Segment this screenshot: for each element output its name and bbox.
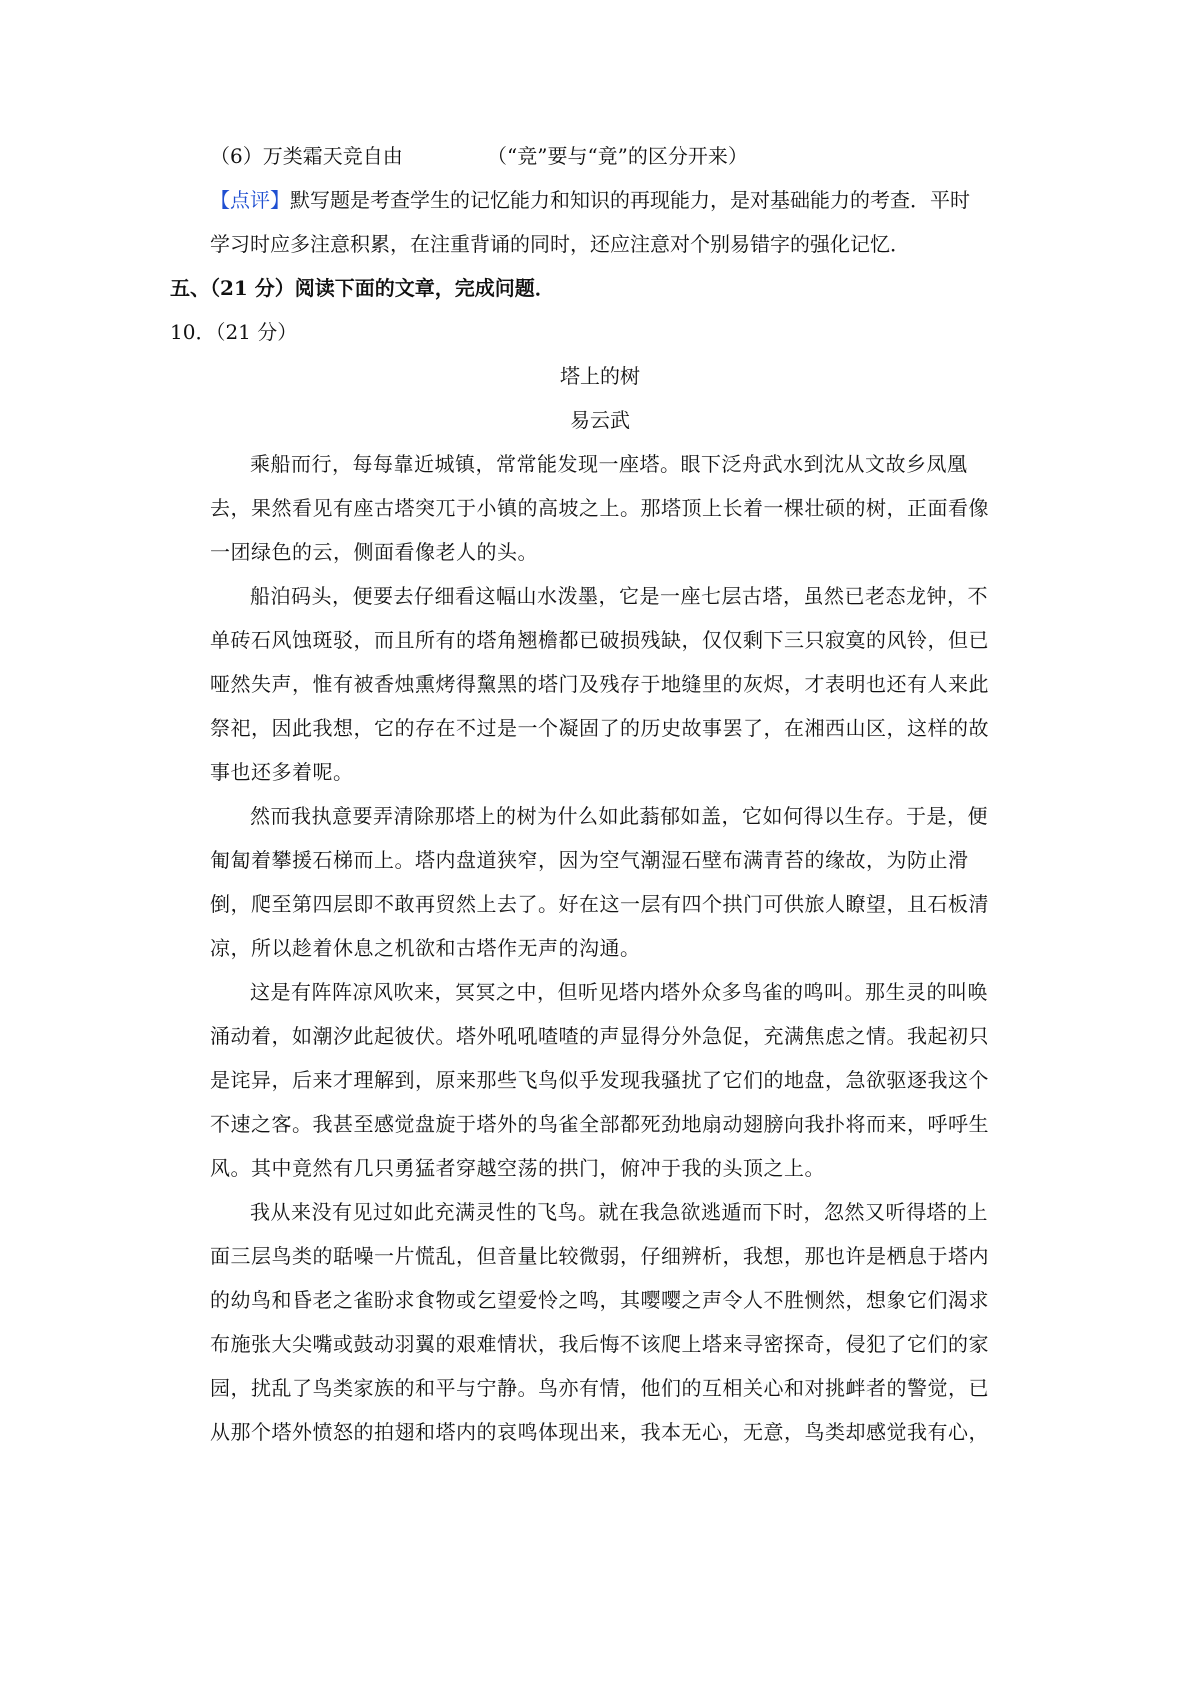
paragraph-4-line-3: 是诧异，后来才理解到，原来那些飞鸟似乎发现我骚扰了它们的地盘，急欲驱逐我这个 bbox=[210, 1068, 989, 1092]
paragraph-5-line-2: 面三层鸟类的聒噪一片慌乱，但音量比较微弱，仔细辨析，我想，那也许是栖息于塔内 bbox=[210, 1244, 989, 1268]
paragraph-2-line-4: 祭祀，因此我想，它的存在不过是一个凝固了的历史故事罢了，在湘西山区，这样的故 bbox=[210, 716, 989, 740]
paragraph-5-line-5: 园，扰乱了鸟类家族的和平与宁静。鸟亦有情，他们的互相关心和对挑衅者的警觉，已 bbox=[210, 1376, 989, 1400]
paragraph-2-line-1: 船泊码头，便要去仔细看这幅山水泼墨，它是一座七层古塔，虽然已老态龙钟，不 bbox=[250, 584, 988, 608]
paragraph-5-line-1: 我从来没有见过如此充满灵性的飞鸟。就在我急欲逃遁而下时，忽然又听得塔的上 bbox=[250, 1200, 988, 1224]
paragraph-1-line-1: 乘船而行，每每靠近城镇，常常能发现一座塔。眼下泛舟武水到沈从文故乡凤凰 bbox=[250, 452, 968, 476]
paragraph-5-line-6: 从那个塔外愤怒的拍翅和塔内的哀鸣体现出来，我本无心，无意，鸟类却感觉我有心， bbox=[210, 1420, 989, 1444]
paragraph-4-line-2: 涌动着，如潮汐此起彼伏。塔外吼吼喳喳的声显得分外急促，充满焦虑之情。我起初只 bbox=[210, 1024, 989, 1048]
comment-line-2: 学习时应多注意积累，在注重背诵的同时，还应注意对个别易错字的强化记忆． bbox=[210, 232, 910, 256]
section-heading: 五、（21 分）阅读下面的文章，完成问题． bbox=[170, 276, 555, 300]
paragraph-1-line-2: 去，果然看见有座古塔突兀于小镇的高坡之上。那塔顶上长着一棵壮硕的树，正面看像 bbox=[210, 496, 989, 520]
paragraph-2-line-3: 哑然失声，惟有被香烛熏烤得黧黑的塔门及残存于地缝里的灰烬，才表明也还有人来此 bbox=[210, 672, 989, 696]
article-author: 易云武 bbox=[570, 408, 630, 432]
comment-line-1 bbox=[210, 186, 970, 214]
paragraph-3-line-4: 凉，所以趁着休息之机欲和古塔作无声的沟通。 bbox=[210, 936, 641, 960]
paragraph-5-line-4: 布施张大尖嘴或鼓动羽翼的艰难情状，我后悔不该爬上塔来寻密探奇，侵犯了它们的家 bbox=[210, 1332, 989, 1356]
paragraph-3-line-3: 倒，爬至第四层即不敢再贸然上去了。好在这一层有四个拱门可供旅人瞭望，且石板清 bbox=[210, 892, 989, 916]
comment-tag: 【点评】 bbox=[210, 188, 290, 212]
paragraph-4-line-4: 不速之客。我甚至感觉盘旋于塔外的鸟雀全部都死劲地扇动翅膀向我扑将而来，呼呼生 bbox=[210, 1112, 989, 1136]
paragraph-5-line-3: 的幼鸟和昏老之雀盼求食物或乞望爱怜之鸣，其嘤嘤之声令人不胜恻然，想象它们渴求 bbox=[210, 1288, 989, 1312]
recitation-item-6-note: （“竞”要与“竟”的区分开来） bbox=[487, 144, 748, 168]
article-title: 塔上的树 bbox=[560, 364, 640, 388]
paragraph-4-line-1: 这是有阵阵凉风吹来，冥冥之中，但听见塔内塔外众多鸟雀的鸣叫。那生灵的叫唤 bbox=[250, 980, 988, 1004]
paragraph-1-line-3: 一团绿色的云，侧面看像老人的头。 bbox=[210, 540, 538, 564]
paragraph-2-line-2: 单砖石风蚀斑驳，而且所有的塔角翘檐都已破损残缺，仅仅剩下三只寂寞的风铃，但已 bbox=[210, 628, 989, 652]
paragraph-4-line-5: 风。其中竟然有几只勇猛者穿越空荡的拱门，俯冲于我的头顶之上。 bbox=[210, 1156, 825, 1180]
comment-text-1: 默写题是考查学生的记忆能力和知识的再现能力，是对基础能力的考查．平时 bbox=[290, 188, 970, 212]
paragraph-3-line-1: 然而我执意要弄清除那塔上的树为什么如此蓊郁如盖，它如何得以生存。于是，便 bbox=[250, 804, 988, 828]
paragraph-3-line-2: 匍匐着攀援石梯而上。塔内盘道狭窄，因为空气潮湿石壁布满青苔的缘故，为防止滑 bbox=[210, 848, 969, 872]
paragraph-2-line-5: 事也还多着呢。 bbox=[210, 760, 354, 784]
recitation-item-6: （6）万类霜天竞自由 bbox=[210, 144, 403, 168]
question-number: 10．（21 分） bbox=[170, 320, 298, 344]
